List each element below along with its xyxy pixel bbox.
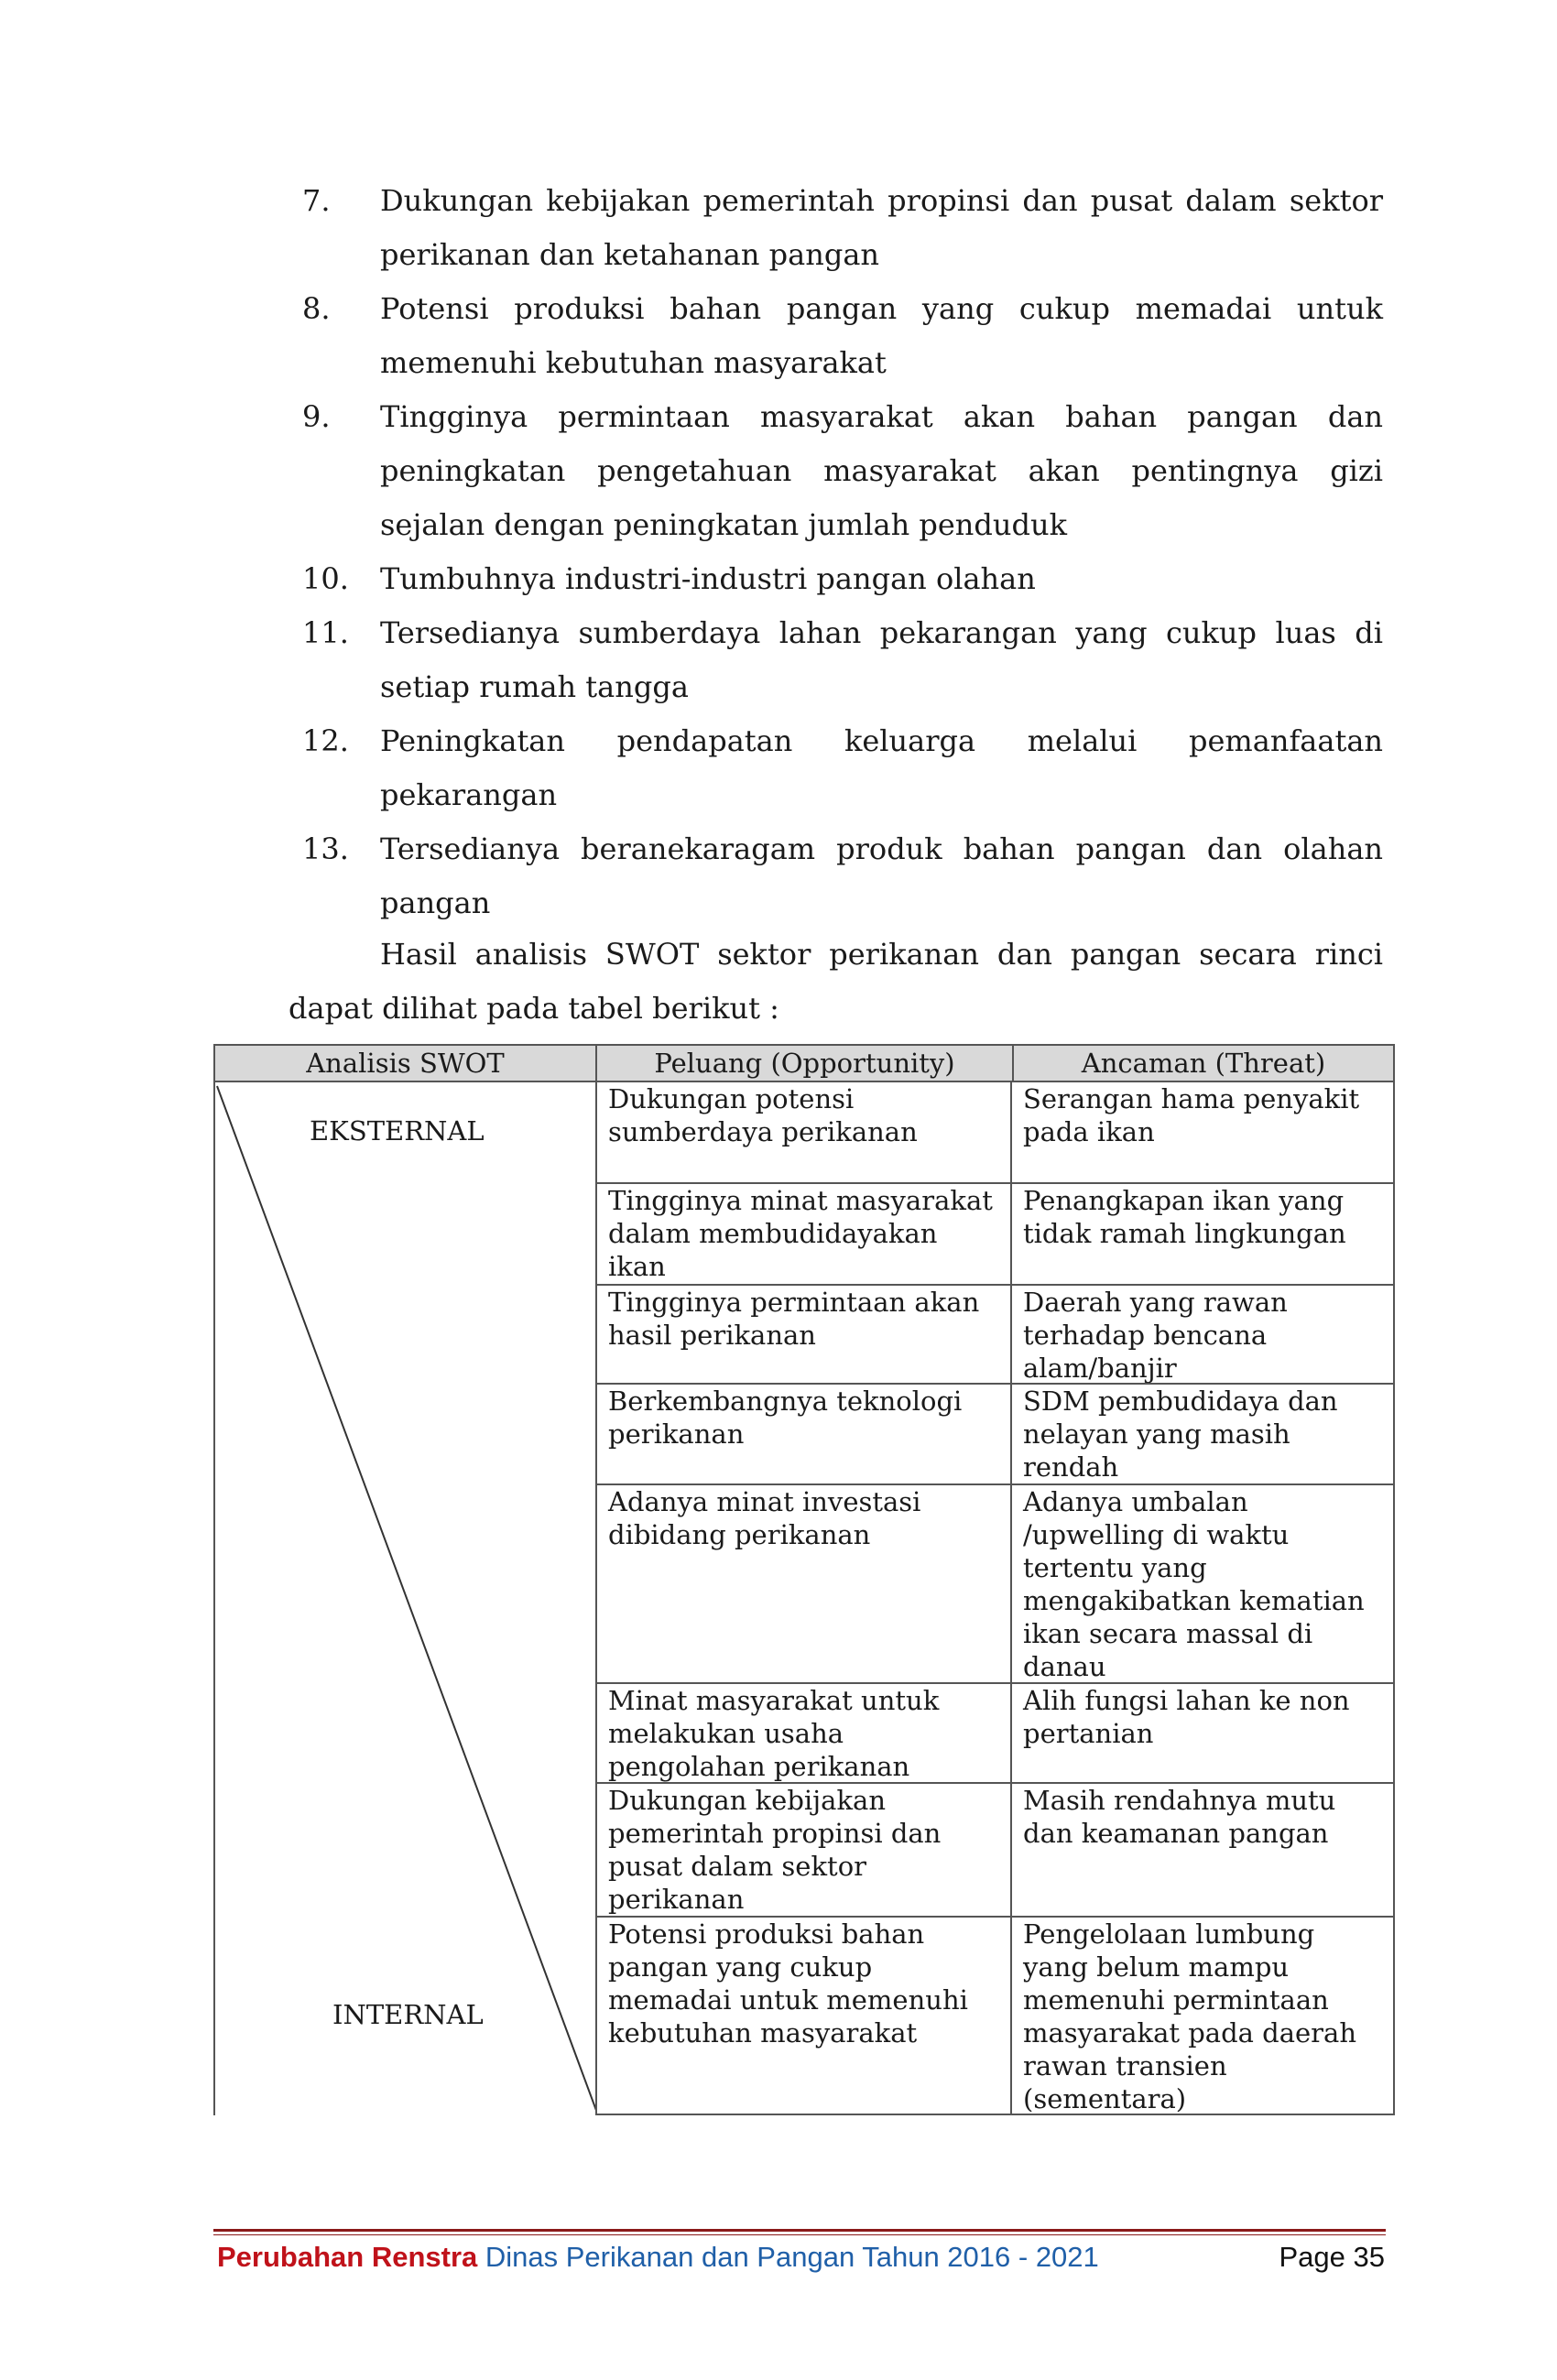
table-row: [595, 1784, 1395, 1918]
ancaman-cell: Alih fungsi lahan ke non pertanian: [1010, 1684, 1395, 1784]
table-row: [595, 1082, 1395, 1184]
analysis-column: [213, 1082, 595, 2115]
list-item: 10. Tumbuhnya industri-industri pangan olahan: [302, 561, 1036, 596]
internal-label: INTERNAL: [332, 1999, 484, 2030]
ancaman-cell: Pengelolaan lumbung yang belum mampu memenuhi permintaan masyarakat pada daerah rawan transien (sementara): [1010, 1918, 1395, 2115]
peluang-cell: Adanya minat investasi dibidang perikanan: [595, 1485, 1012, 1684]
peluang-cell: Berkembangnya teknologi perikanan: [595, 1385, 1012, 1485]
diagonal-divider: [213, 1082, 595, 2115]
page-footer: [217, 2241, 1385, 2274]
list-item: 11. Tersedianya sumberdaya lahan pekarangan yang cukup luas di setiap rumah tangga: [302, 615, 1383, 704]
peluang-cell: Tingginya permintaan akan hasil perikanan: [595, 1286, 1012, 1385]
peluang-cell: Minat masyarakat untuk melakukan usaha pengolahan perikanan: [595, 1684, 1012, 1784]
table-row: [595, 1286, 1395, 1385]
table-row: [595, 1684, 1395, 1784]
header-peluang: Peluang (Opportunity): [595, 1044, 1014, 1082]
peluang-cell: Dukungan potensi sumberdaya perikanan: [595, 1082, 1012, 1184]
footer-subtitle: Dinas Perikanan dan Pangan Tahun 2016 - 2021: [485, 2241, 1099, 2273]
ancaman-cell: Serangan hama penyakit pada ikan: [1010, 1082, 1395, 1184]
list-item: 9. Tingginya permintaan masyarakat akan bahan pangan dan peningkatan pengetahuan masyarakat akan pentingnya gizi sejalan dengan peningkatan jumlah penduduk: [302, 399, 1383, 542]
ancaman-cell: Masih rendahnya mutu dan keamanan pangan: [1010, 1784, 1395, 1918]
numbered-list: [302, 174, 1383, 930]
footer-rule: [213, 2229, 1386, 2232]
page-number: Page 35: [1279, 2241, 1385, 2273]
ancaman-cell: Penangkapan ikan yang tidak ramah lingkungan: [1010, 1184, 1395, 1286]
ancaman-cell: Adanya umbalan /upwelling di waktu tertentu yang mengakibatkan kematian ikan secara massal di danau: [1010, 1485, 1395, 1684]
table-row: [595, 1485, 1395, 1684]
intro-paragraph: Hasil analisis SWOT sektor perikanan dan pangan secara rinci dapat dilihat pada tabel berikut :: [289, 937, 1383, 1026]
peluang-cell: Tingginya minat masyarakat dalam membudidayakan ikan: [595, 1184, 1012, 1286]
swot-table: [213, 1044, 1395, 2115]
table-row: [595, 1385, 1395, 1485]
header-ancaman: Ancaman (Threat): [1012, 1044, 1395, 1082]
peluang-cell: Potensi produksi bahan pangan yang cukup memadai untuk memenuhi kebutuhan masyarakat: [595, 1918, 1012, 2115]
table-row: [595, 1184, 1395, 1286]
list-item: 12. Peningkatan pendapatan keluarga melalui pemanfaatan pekarangan: [302, 723, 1383, 812]
footer-rule-thin: [213, 2234, 1386, 2235]
list-item: 8. Potensi produksi bahan pangan yang cukup memadai untuk memenuhi kebutuhan masyarakat: [302, 291, 1383, 380]
peluang-cell: Dukungan kebijakan pemerintah propinsi dan pusat dalam sektor perikanan: [595, 1784, 1012, 1918]
eksternal-label: EKSTERNAL: [310, 1115, 485, 1147]
list-item: 7. Dukungan kebijakan pemerintah propinsi dan pusat dalam sektor perikanan dan ketahanan pangan: [302, 183, 1383, 272]
footer-title: Perubahan Renstra: [217, 2241, 478, 2273]
ancaman-cell: Daerah yang rawan terhadap bencana alam/banjir: [1010, 1286, 1395, 1385]
list-item: 13. Tersedianya beranekaragam produk bahan pangan dan olahan pangan: [302, 831, 1383, 920]
header-analisis: Analisis SWOT: [213, 1044, 597, 1082]
ancaman-cell: SDM pembudidaya dan nelayan yang masih rendah: [1010, 1385, 1395, 1485]
table-row: [595, 1918, 1395, 2115]
